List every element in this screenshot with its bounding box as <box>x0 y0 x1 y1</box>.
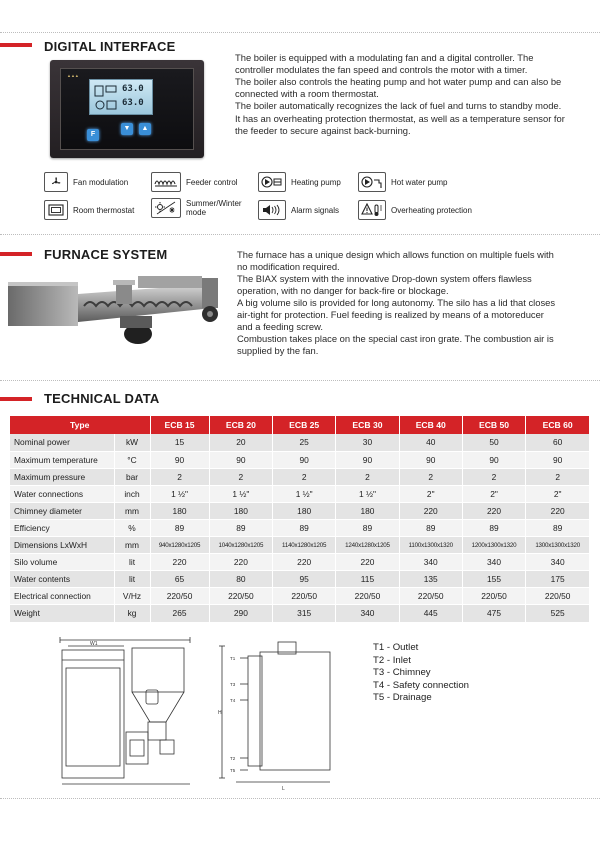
row-parameter-name: Chimney diameter <box>10 502 114 519</box>
table-cell: 220/50 <box>462 588 526 605</box>
table-cell: 1200x1300x1320 <box>462 537 526 554</box>
paragraph: The BIAX system with the innovative Drop-down system offers flawless operation, with no danger for back-fire or blockage. <box>237 273 532 296</box>
table-cell: 89 <box>273 519 336 536</box>
table-cell: 180 <box>209 502 273 519</box>
table-cell: 315 <box>273 605 336 622</box>
table-cell: 475 <box>462 605 526 622</box>
table-cell: 2" <box>462 485 526 502</box>
diagram-label-t3: T3 <box>230 682 236 687</box>
table-cell: 89 <box>209 519 273 536</box>
table-cell: 90 <box>399 451 462 468</box>
table-cell: 220 <box>209 554 273 571</box>
diagram-label-l: L <box>282 786 285 792</box>
row-parameter-name: Silo volume <box>10 554 114 571</box>
table-cell: 1 ½" <box>150 485 209 502</box>
row-parameter-name: Nominal power <box>10 434 114 451</box>
table-row <box>10 502 590 519</box>
table-cell: 1 ½" <box>209 485 273 502</box>
table-cell: 2 <box>273 468 336 485</box>
table-cell: 20 <box>209 434 273 451</box>
row-parameter-name: Maximum temperature <box>10 451 114 468</box>
table-cell: 340 <box>399 554 462 571</box>
room-thermostat-icon <box>44 200 68 220</box>
controller-lcd <box>89 79 153 115</box>
controller-f-button[interactable]: F <box>87 129 99 141</box>
table-row <box>10 434 590 451</box>
table-cell: 89 <box>526 519 590 536</box>
table-cell: 1140x1280x1205 <box>273 537 336 554</box>
table-cell: 445 <box>399 605 462 622</box>
diagram-label-t1: T1 <box>230 656 236 661</box>
table-cell: 220/50 <box>336 588 400 605</box>
column-header: ECB 50 <box>462 416 526 434</box>
table-header-row <box>10 416 590 434</box>
column-header-type: Type <box>10 416 150 434</box>
section-separator <box>0 234 600 235</box>
technical-data-table <box>10 416 590 623</box>
heating-pump-icon <box>258 172 286 192</box>
table-cell: 89 <box>150 519 209 536</box>
feature-label: Fan modulation <box>73 177 129 187</box>
bottom-separator <box>0 798 600 799</box>
table-cell: 1040x1280x1205 <box>209 537 273 554</box>
hot-water-pump-icon <box>358 172 386 192</box>
row-parameter-name: Electrical connection <box>10 588 114 605</box>
boiler-side-drawing <box>218 636 350 792</box>
table-cell: 220 <box>336 554 400 571</box>
table-cell: 89 <box>462 519 526 536</box>
row-unit: lit <box>114 554 150 571</box>
paragraph: The boiler is equipped with a modulating fan and a digital controller. The controller modulates the fan speed and controls the motor with a timer. <box>235 52 534 75</box>
table-cell: 1240x1280x1205 <box>336 537 400 554</box>
row-unit: kg <box>114 605 150 622</box>
table-cell: 290 <box>209 605 273 622</box>
legend-item: T2 - Inlet <box>373 654 411 666</box>
table-cell: 220 <box>526 502 590 519</box>
table-cell: 90 <box>462 451 526 468</box>
table-cell: 95 <box>273 571 336 588</box>
feature-fan-modulation <box>44 172 128 192</box>
section-marker <box>0 43 32 47</box>
row-parameter-name: Water connections <box>10 485 114 502</box>
table-cell: 89 <box>399 519 462 536</box>
table-cell: 2 <box>526 468 590 485</box>
feeder-icon <box>151 172 181 192</box>
paragraph: It has an overheating protection thermostat, as well as a temperature sensor for the feeder to secure against back-burning. <box>235 112 565 136</box>
row-parameter-name: Maximum pressure <box>10 468 114 485</box>
row-unit: inch <box>114 485 150 502</box>
feature-room-thermostat <box>44 200 134 220</box>
diagram-label-t2: T2 <box>230 756 236 761</box>
feature-heating-pump <box>258 172 341 192</box>
column-header: ECB 30 <box>336 416 400 434</box>
technical-data-title: TECHNICAL DATA <box>44 391 160 406</box>
table-cell: 220 <box>150 554 209 571</box>
feature-feeder-control <box>151 172 238 192</box>
table-cell: 525 <box>526 605 590 622</box>
table-cell: 180 <box>150 502 209 519</box>
feature-label: Overheating protection <box>391 205 472 215</box>
table-cell: 90 <box>209 451 273 468</box>
table-cell: 2 <box>336 468 400 485</box>
table-cell: 50 <box>462 434 526 451</box>
controller-down-button[interactable]: ▼ <box>121 123 133 135</box>
table-row <box>10 554 590 571</box>
row-parameter-name: Efficiency <box>10 519 114 536</box>
table-cell: 220/50 <box>399 588 462 605</box>
row-parameter-name: Water contents <box>10 571 114 588</box>
table-cell: 2 <box>462 468 526 485</box>
table-cell: 175 <box>526 571 590 588</box>
diagram-label-h: H <box>218 710 222 716</box>
row-unit: V/Hz <box>114 588 150 605</box>
legend-item: T4 - Safety connection <box>373 679 469 691</box>
overheating-icon <box>358 200 386 220</box>
feature-label: Room thermostat <box>73 205 135 215</box>
table-cell: 80 <box>209 571 273 588</box>
column-header: ECB 40 <box>399 416 462 434</box>
row-unit: % <box>114 519 150 536</box>
table-cell: 1 ½" <box>273 485 336 502</box>
table-cell: 220 <box>462 502 526 519</box>
table-cell: 90 <box>150 451 209 468</box>
feature-alarm-signals <box>258 200 339 220</box>
row-parameter-name: Dimensions LxWxH <box>10 537 114 554</box>
feature-overheating <box>358 200 472 220</box>
table-row <box>10 588 590 605</box>
table-cell: 90 <box>526 451 590 468</box>
table-row <box>10 571 590 588</box>
table-cell: 90 <box>336 451 400 468</box>
table-cell: 940x1280x1205 <box>150 537 209 554</box>
column-header: ECB 20 <box>209 416 273 434</box>
table-cell: 25 <box>273 434 336 451</box>
digital-controller-image <box>50 60 204 158</box>
table-cell: 65 <box>150 571 209 588</box>
furnace-system-text <box>237 249 562 357</box>
table-cell: 2" <box>399 485 462 502</box>
feature-label: Heating pump <box>291 177 341 187</box>
summer-winter-icon <box>151 198 181 218</box>
table-cell: 2" <box>526 485 590 502</box>
paragraph: The boiler automatically recognizes the lack of fuel and turns to standby mode. <box>235 100 562 112</box>
lcd-symbols-icon <box>93 83 119 113</box>
row-unit: mm <box>114 537 150 554</box>
table-cell: 15 <box>150 434 209 451</box>
table-cell: 60 <box>526 434 590 451</box>
boiler-front-drawing <box>50 636 210 788</box>
lcd-reading-top: 63.0 <box>122 84 144 94</box>
legend-item: T1 - Outlet <box>373 642 419 653</box>
legend-item: T5 - Drainage <box>373 692 432 704</box>
table-cell: 220/50 <box>526 588 590 605</box>
row-unit: bar <box>114 468 150 485</box>
feature-label: Summer/Winter mode <box>186 199 242 217</box>
table-cell: 1100x1300x1320 <box>399 537 462 554</box>
table-cell: 115 <box>336 571 400 588</box>
feature-summer-winter <box>151 198 246 218</box>
furnace-system-title: FURNACE SYSTEM <box>44 247 168 262</box>
lcd-reading-bottom: 63.0 <box>122 98 144 108</box>
table-cell: 220 <box>399 502 462 519</box>
table-cell: 220/50 <box>209 588 273 605</box>
section-marker <box>0 252 32 256</box>
paragraph: The boiler also controls the heating pump and hot water pump and can also be connected with a room thermostat. <box>235 76 562 99</box>
diagram-label-t4: T4 <box>230 698 236 703</box>
table-cell: 340 <box>462 554 526 571</box>
furnace-illustration <box>8 276 234 366</box>
table-row <box>10 485 590 502</box>
table-cell: 340 <box>336 605 400 622</box>
digital-interface-title: DIGITAL INTERFACE <box>44 39 176 54</box>
table-row <box>10 537 590 554</box>
table-cell: 1 ½" <box>336 485 400 502</box>
table-cell: 40 <box>399 434 462 451</box>
table-cell: 30 <box>336 434 400 451</box>
paragraph: Combustion takes place on the special cast iron grate. The combustion air is supplied by the fan. <box>237 333 554 356</box>
digital-interface-text <box>235 52 565 137</box>
section-separator <box>0 380 600 381</box>
table-cell: 2 <box>399 468 462 485</box>
top-separator <box>0 32 600 33</box>
table-cell: 2 <box>209 468 273 485</box>
controller-brand-logo: ▲▲▲ <box>67 73 79 78</box>
row-unit: lit <box>114 571 150 588</box>
feature-label: Alarm signals <box>291 205 340 215</box>
feature-hot-water-pump <box>358 172 447 192</box>
table-cell: 155 <box>462 571 526 588</box>
table-cell: 220 <box>273 554 336 571</box>
table-cell: 340 <box>526 554 590 571</box>
row-unit: kW <box>114 434 150 451</box>
column-header: ECB 60 <box>526 416 590 434</box>
table-row <box>10 519 590 536</box>
table-cell: 180 <box>273 502 336 519</box>
table-cell: 220/50 <box>150 588 209 605</box>
paragraph: The furnace has a unique design which allows function on multiple fuels with no modification required. <box>237 249 554 272</box>
table-cell: 135 <box>399 571 462 588</box>
feature-label: Hot water pump <box>391 177 448 187</box>
table-row <box>10 468 590 485</box>
table-cell: 180 <box>336 502 400 519</box>
table-cell: 265 <box>150 605 209 622</box>
column-header: ECB 15 <box>150 416 209 434</box>
feature-label: Feeder control <box>186 177 238 187</box>
section-marker <box>0 397 32 401</box>
paragraph: A big volume silo is provided for long autonomy. The silo has a lid that closes air-tight for protection. Fuel feeding is realized by means of a motoreducer and a feeding screw. <box>237 297 556 332</box>
table-cell: 220/50 <box>273 588 336 605</box>
table-body <box>10 434 590 622</box>
row-unit: mm <box>114 502 150 519</box>
table-row <box>10 451 590 468</box>
diagram-label-w1: W1 <box>90 641 98 647</box>
table-row <box>10 605 590 622</box>
row-unit: °C <box>114 451 150 468</box>
legend-item: T3 - Chimney <box>373 667 431 679</box>
table-cell: 89 <box>336 519 400 536</box>
connections-legend <box>373 642 469 705</box>
table-cell: 1300x1300x1320 <box>526 537 590 554</box>
column-header: ECB 25 <box>273 416 336 434</box>
row-parameter-name: Weight <box>10 605 114 622</box>
alarm-icon <box>258 200 286 220</box>
diagram-label-t5: T5 <box>230 768 236 773</box>
controller-up-button[interactable]: ▲ <box>139 123 151 135</box>
table-cell: 90 <box>273 451 336 468</box>
table-cell: 2 <box>150 468 209 485</box>
fan-icon <box>44 172 68 192</box>
